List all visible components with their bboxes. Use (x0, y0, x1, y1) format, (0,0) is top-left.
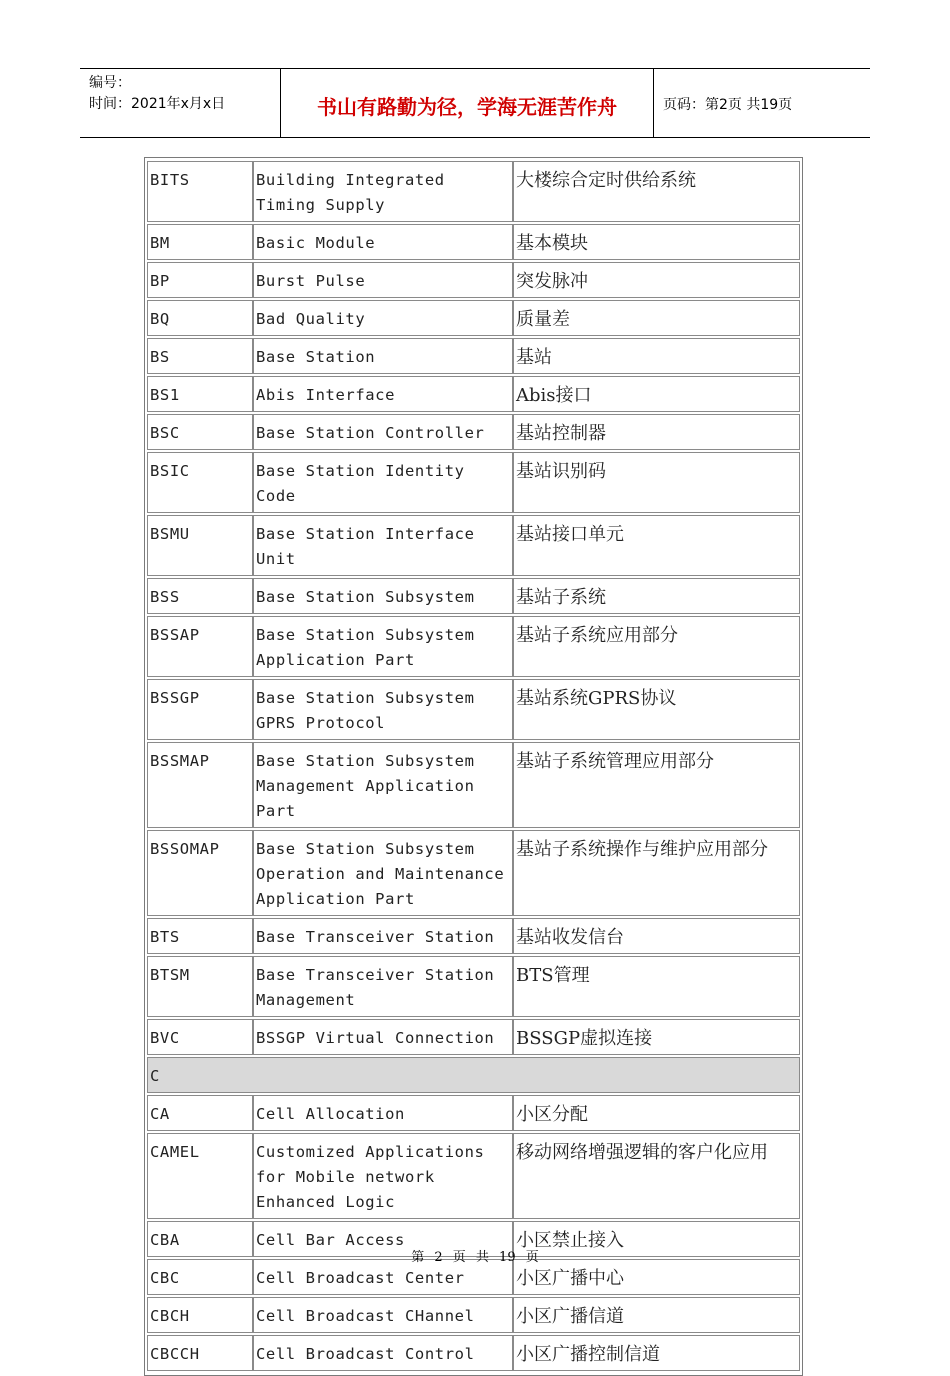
table-row (147, 338, 800, 374)
abbreviation-cell: BSSMAP (147, 742, 253, 828)
glossary-table-frame (144, 157, 803, 1376)
abbreviation-cell: BM (147, 224, 253, 260)
english-term-cell: Base Station Controller (253, 414, 513, 450)
table-row (147, 452, 800, 513)
abbreviation-cell: CBCH (147, 1297, 253, 1333)
chinese-term-cell: 基站控制器 (513, 414, 800, 450)
english-term-cell: Base Transceiver Station Management (253, 956, 513, 1017)
section-row (147, 1057, 800, 1093)
english-term-cell: Basic Module (253, 224, 513, 260)
abbreviation-cell: BVC (147, 1019, 253, 1055)
abbreviation-cell: CBCCH (147, 1335, 253, 1371)
header-motto: 书山有路勤为径，学海无涯苦作舟 (281, 69, 654, 137)
table-row (147, 1133, 800, 1219)
abbreviation-cell: BSC (147, 414, 253, 450)
abbreviation-cell: BSSAP (147, 616, 253, 677)
chinese-term-cell: 基站子系统管理应用部分 (513, 742, 800, 828)
abbreviation-cell: BSS (147, 578, 253, 614)
english-term-cell: Base Station Interface Unit (253, 515, 513, 576)
chinese-term-cell: BTS管理 (513, 956, 800, 1017)
chinese-term-cell: 小区禁止接入 (513, 1221, 800, 1257)
abbreviation-cell: CAMEL (147, 1133, 253, 1219)
chinese-term-cell: 小区广播中心 (513, 1259, 800, 1295)
table-row (147, 262, 800, 298)
english-term-cell: Base Station Subsystem GPRS Protocol (253, 679, 513, 740)
english-term-cell: Base Station Identity Code (253, 452, 513, 513)
table-row (147, 1335, 800, 1371)
abbreviation-cell: CBA (147, 1221, 253, 1257)
chinese-term-cell: 小区分配 (513, 1095, 800, 1131)
chinese-term-cell: 基站接口单元 (513, 515, 800, 576)
chinese-term-cell: 基站收发信台 (513, 918, 800, 954)
english-term-cell: Base Station Subsystem Application Part (253, 616, 513, 677)
chinese-term-cell: Abis接口 (513, 376, 800, 412)
table-row (147, 616, 800, 677)
abbreviation-cell: BS1 (147, 376, 253, 412)
chinese-term-cell: 突发脉冲 (513, 262, 800, 298)
table-row (147, 1019, 800, 1055)
chinese-term-cell: 质量差 (513, 300, 800, 336)
chinese-term-cell: 基本模块 (513, 224, 800, 260)
abbreviation-cell: BQ (147, 300, 253, 336)
table-row (147, 956, 800, 1017)
document-date: 时间：2021年x月x日 (89, 96, 226, 112)
page-footer: 第 2 页 共 19 页 (411, 1250, 539, 1265)
english-term-cell: Cell Broadcast Center (253, 1259, 513, 1295)
english-term-cell: Base Station Subsystem Operation and Maintenance Application Part (253, 830, 513, 916)
chinese-term-cell: 基站 (513, 338, 800, 374)
table-row (147, 830, 800, 916)
abbreviation-cell: BSIC (147, 452, 253, 513)
section-heading: C (147, 1057, 800, 1093)
abbreviation-cell: BP (147, 262, 253, 298)
english-term-cell: Base Station Subsystem Management Application Part (253, 742, 513, 828)
abbreviation-cell: BTS (147, 918, 253, 954)
abbreviation-cell: BTSM (147, 956, 253, 1017)
english-term-cell: Cell Allocation (253, 1095, 513, 1131)
abbreviation-cell: BSSGP (147, 679, 253, 740)
table-row (147, 578, 800, 614)
english-term-cell: Cell Broadcast Control (253, 1335, 513, 1371)
page-header (80, 68, 870, 138)
chinese-term-cell: 基站识别码 (513, 452, 800, 513)
english-term-cell: Building Integrated Timing Supply (253, 161, 513, 222)
header-page-info: 页码：第2页 共19页 (663, 97, 793, 113)
english-term-cell: Bad Quality (253, 300, 513, 336)
table-row (147, 742, 800, 828)
table-row (147, 1095, 800, 1131)
english-term-cell: Burst Pulse (253, 262, 513, 298)
abbreviation-cell: BS (147, 338, 253, 374)
document-number-label: 编号： (89, 75, 131, 91)
chinese-term-cell: 小区广播控制信道 (513, 1335, 800, 1371)
table-row (147, 918, 800, 954)
english-term-cell: Base Station Subsystem (253, 578, 513, 614)
chinese-term-cell: 小区广播信道 (513, 1297, 800, 1333)
header-meta (80, 69, 281, 137)
chinese-term-cell: 基站子系统 (513, 578, 800, 614)
abbreviation-cell: BITS (147, 161, 253, 222)
english-term-cell: Abis Interface (253, 376, 513, 412)
english-term-cell: Base Transceiver Station (253, 918, 513, 954)
english-term-cell: Cell Broadcast CHannel (253, 1297, 513, 1333)
table-row (147, 376, 800, 412)
glossary-table-body (147, 161, 800, 1371)
table-row (147, 300, 800, 336)
table-row (147, 1297, 800, 1333)
abbreviation-cell: BSMU (147, 515, 253, 576)
english-term-cell: BSSGP Virtual Connection (253, 1019, 513, 1055)
table-row (147, 679, 800, 740)
english-term-cell: Cell Bar Access (253, 1221, 513, 1257)
abbreviation-cell: CA (147, 1095, 253, 1131)
table-row (147, 414, 800, 450)
chinese-term-cell: BSSGP虚拟连接 (513, 1019, 800, 1055)
chinese-term-cell: 移动网络增强逻辑的客户化应用 (513, 1133, 800, 1219)
abbreviation-cell: CBC (147, 1259, 253, 1295)
table-row (147, 224, 800, 260)
chinese-term-cell: 大楼综合定时供给系统 (513, 161, 800, 222)
english-term-cell: Base Station (253, 338, 513, 374)
table-row (147, 515, 800, 576)
english-term-cell: Customized Applications for Mobile network Enhanced Logic (253, 1133, 513, 1219)
abbreviation-cell: BSSOMAP (147, 830, 253, 916)
chinese-term-cell: 基站系统GPRS协议 (513, 679, 800, 740)
chinese-term-cell: 基站子系统操作与维护应用部分 (513, 830, 800, 916)
chinese-term-cell: 基站子系统应用部分 (513, 616, 800, 677)
table-row (147, 161, 800, 222)
glossary-table (147, 159, 800, 1373)
